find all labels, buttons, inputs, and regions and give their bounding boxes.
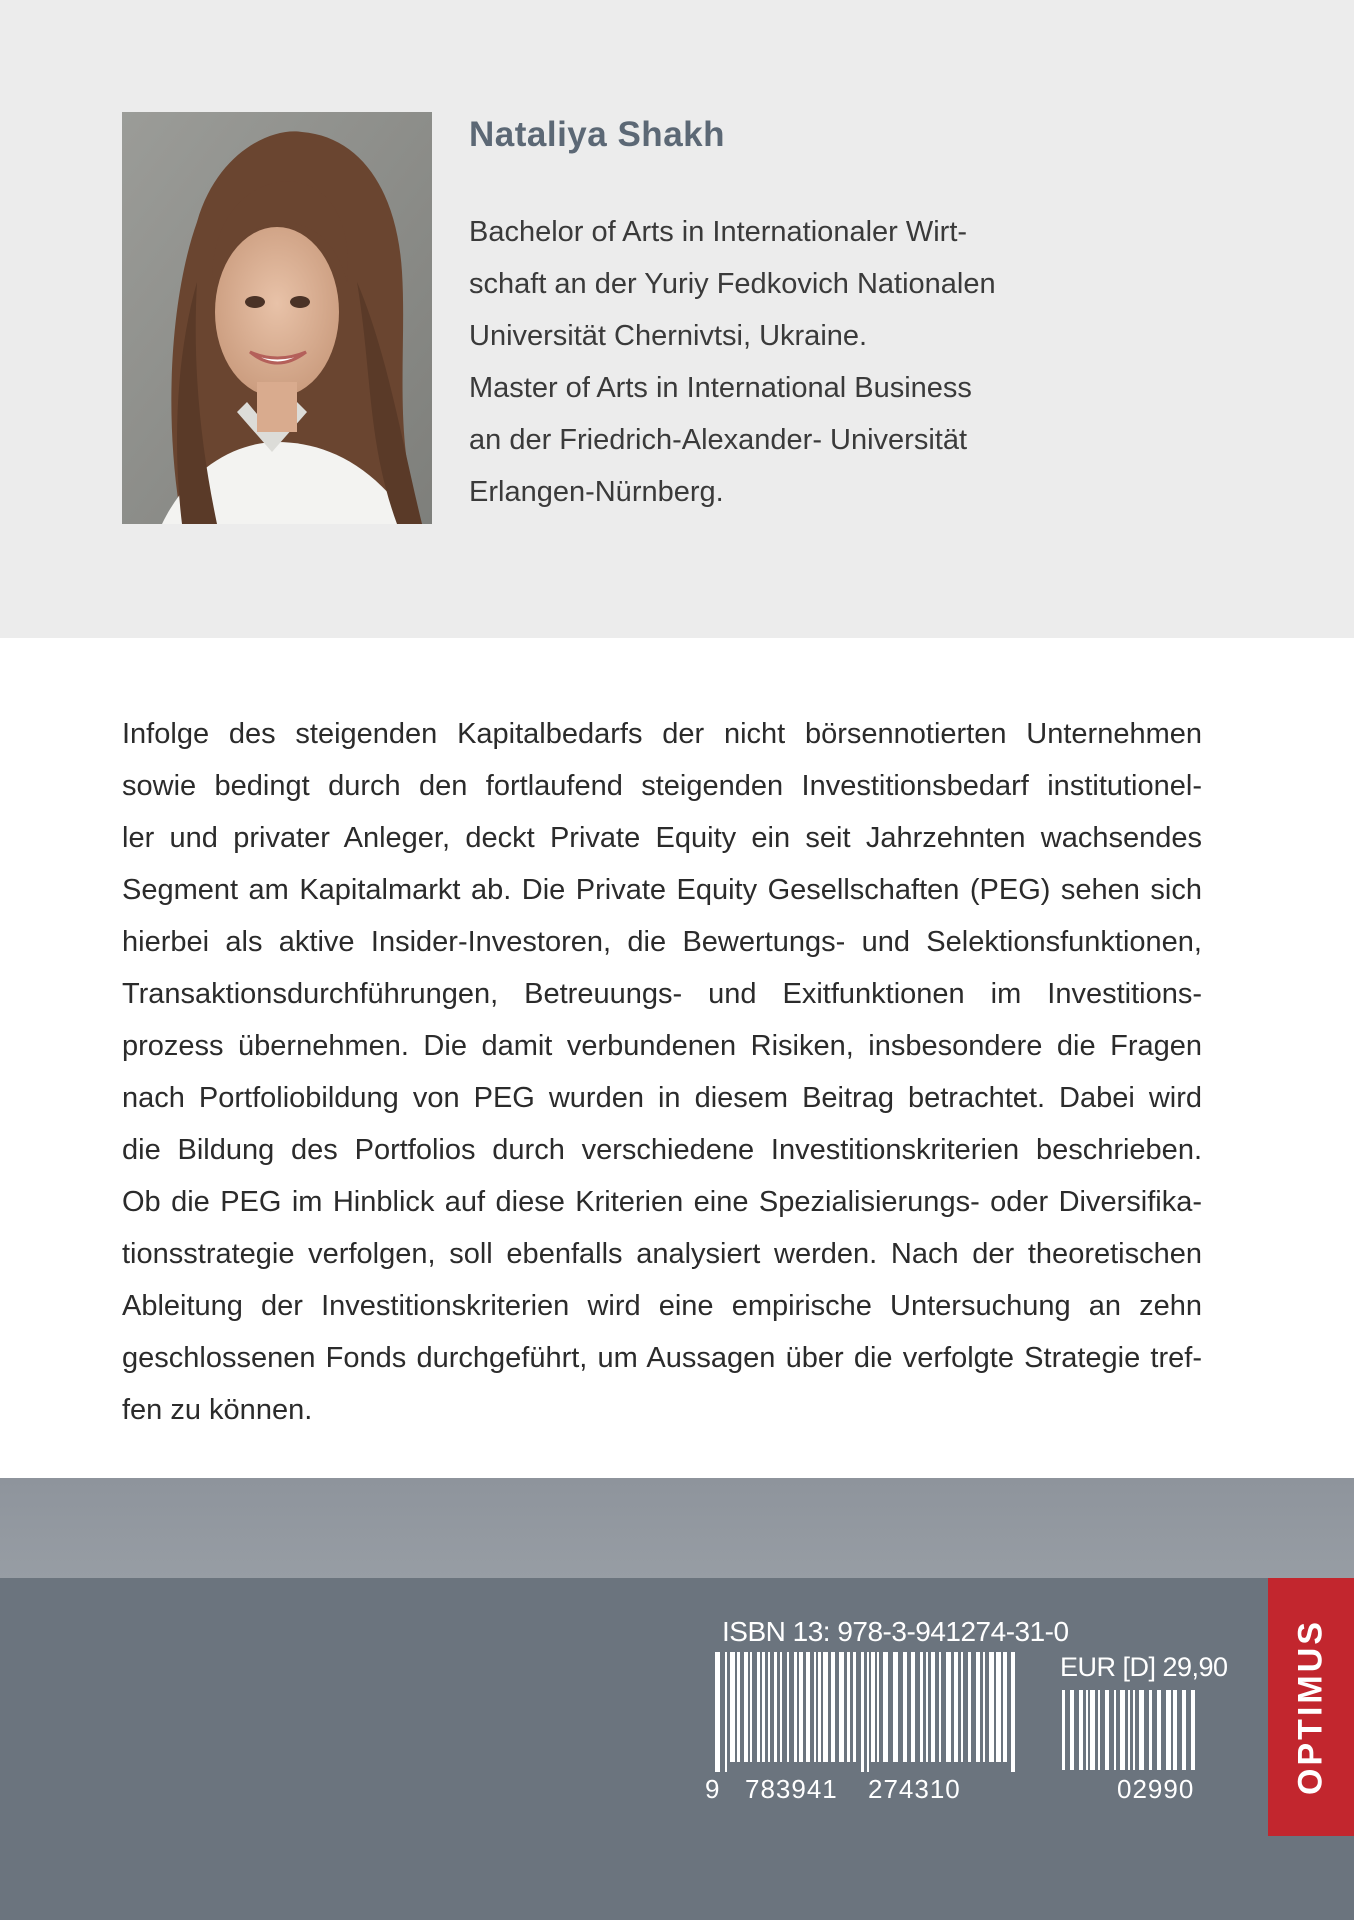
- barcode-bar: [883, 1652, 888, 1762]
- description-line: Segment am Kapitalmarkt ab. Die Private Equity Gesellschaften (PEG) sehen sich: [122, 874, 1202, 906]
- bio-line: schaft an der Yuriy Fedkovich Nationalen: [469, 268, 996, 300]
- description-line: Ableitung der Investitionskriterien wird eine empirische Untersuchung an zehn: [122, 1290, 1202, 1322]
- barcode-bar: [737, 1652, 740, 1762]
- addon-digits: 02990: [1117, 1774, 1195, 1804]
- barcode-bar: [823, 1652, 828, 1762]
- barcode-digit-first: 9: [705, 1774, 721, 1804]
- author-bio: [469, 206, 1029, 518]
- barcode-bar: [715, 1652, 720, 1772]
- barcode-bar: [954, 1652, 958, 1762]
- description-line: Transaktionsdurchführungen, Betreuungs- und Exitfunktionen im Investitions-: [122, 978, 1202, 1010]
- bio-line: Master of Arts in International Business: [469, 372, 972, 404]
- barcode-bar: [806, 1652, 810, 1762]
- barcode-bar: [853, 1652, 856, 1762]
- author-portrait-image: [122, 112, 432, 524]
- barcode-bar: [893, 1652, 898, 1762]
- bio-line: an der Friedrich-Alexander- Universität: [469, 424, 968, 456]
- barcode-bar: [839, 1652, 844, 1762]
- barcode-bar: [1166, 1690, 1171, 1770]
- isbn-label: ISBN 13: 978-3-941274-31-0: [722, 1616, 1069, 1647]
- barcode-bar: [871, 1652, 875, 1762]
- barcode-bar: [996, 1652, 1001, 1762]
- barcode-bar: [1173, 1690, 1177, 1770]
- barcode-bar: [931, 1652, 935, 1762]
- barcode-bar: [762, 1652, 765, 1762]
- barcode-bar: [877, 1652, 879, 1762]
- barcode-bar: [1011, 1652, 1015, 1772]
- price-addon-barcode: [1052, 1690, 1202, 1772]
- barcode-bar: [1086, 1690, 1088, 1770]
- description-line: sowie bedingt durch den fortlaufend steigenden Investitionsbedarf institutionel-: [122, 770, 1202, 802]
- barcode-bar: [794, 1652, 797, 1762]
- publisher-name: OPTIMUS: [1291, 1619, 1330, 1795]
- barcode-bar: [946, 1652, 951, 1762]
- barcode-bar: [1149, 1690, 1152, 1770]
- barcode-bar: [926, 1652, 928, 1762]
- barcode-bar: [1003, 1652, 1007, 1762]
- barcode-bar: [989, 1652, 994, 1762]
- description-line: ler und privater Anleger, deckt Private Equity ein seit Jahrzehnten wachsendes: [122, 822, 1202, 854]
- description-line: geschlossenen Fonds durchgeführt, um Aussagen über die verfolgte Strategie tref-: [122, 1342, 1202, 1374]
- barcode-bar: [1070, 1690, 1074, 1770]
- author-photo: [122, 112, 432, 524]
- barcode-bar: [939, 1652, 941, 1762]
- barcode-bar: [1157, 1690, 1161, 1770]
- barcode-bar: [1105, 1690, 1109, 1770]
- author-section: [0, 0, 1354, 638]
- barcode-bar: [799, 1652, 803, 1762]
- barcode-digits-right: 274310: [868, 1774, 961, 1804]
- barcode-bar: [730, 1652, 735, 1762]
- barcode-bar: [1128, 1690, 1130, 1770]
- barcode-bar: [976, 1652, 980, 1762]
- barcode-bar: [818, 1652, 821, 1762]
- barcode-bar: [814, 1652, 816, 1762]
- description-line: die Bildung des Portfolios durch verschiedene Investitionskriterien beschrieben.: [122, 1134, 1202, 1166]
- barcode-bar: [920, 1652, 923, 1762]
- barcode-bar: [961, 1652, 963, 1762]
- gray-band: [0, 1478, 1354, 1578]
- barcode-bar: [1079, 1690, 1083, 1770]
- price-label: EUR [D] 29,90: [1060, 1652, 1228, 1682]
- barcode-bar: [774, 1652, 777, 1762]
- barcode-bar: [831, 1652, 835, 1762]
- description-line: fen zu können.: [122, 1394, 313, 1426]
- description-line: Ob die PEG im Hinblick auf diese Kriterien eine Spezialisierungs- oder Diversifika-: [122, 1186, 1202, 1218]
- barcode-bar: [968, 1652, 971, 1762]
- barcode-bar: [757, 1652, 760, 1762]
- description-line: hierbei als aktive Insider-Investoren, die Bewertungs- und Selektionsfunktionen,: [122, 926, 1202, 958]
- author-name: Nataliya Shakh: [469, 115, 725, 154]
- barcode-bar: [1191, 1690, 1195, 1770]
- bio-line: Bachelor of Arts in Internationaler Wirt-: [469, 216, 968, 248]
- barcode-bar: [768, 1652, 770, 1762]
- barcode-digits-left: 783941: [745, 1774, 838, 1804]
- barcode-bar: [911, 1652, 915, 1762]
- isbn-barcode: [705, 1652, 1025, 1772]
- barcode-bar: [787, 1652, 789, 1762]
- barcode-bar: [725, 1652, 727, 1772]
- barcode-bar: [750, 1652, 752, 1762]
- description-line: tionsstrategie verfolgen, soll ebenfalls analysiert werden. Nach der theoretischen: [122, 1238, 1202, 1270]
- barcode-bar: [861, 1652, 864, 1772]
- barcode-bar: [867, 1652, 869, 1772]
- description-line: Infolge des steigenden Kapitalbedarfs der nicht börsennotierten Unternehmen: [122, 718, 1202, 750]
- barcode-bar: [1120, 1690, 1125, 1770]
- bio-line: Erlangen-Nürnberg.: [469, 476, 724, 508]
- barcode-bar: [983, 1652, 985, 1762]
- barcode-bar: [1133, 1690, 1135, 1770]
- barcode-bar: [1114, 1690, 1116, 1770]
- description-line: prozess übernehmen. Die damit verbundenen Risiken, insbesondere die Fragen: [122, 1030, 1202, 1062]
- barcode-bar: [1139, 1690, 1144, 1770]
- barcode-bar: [1182, 1690, 1186, 1770]
- barcode-bar: [780, 1652, 782, 1762]
- barcode-bar: [847, 1652, 850, 1762]
- description-line: nach Portfoliobildung von PEG wurden in diesem Beitrag betrachtet. Dabei wird: [122, 1082, 1202, 1114]
- book-description: [122, 708, 1202, 1436]
- barcode-bar: [903, 1652, 907, 1762]
- bio-line: Universität Chernivtsi, Ukraine.: [469, 320, 868, 352]
- barcode-bar: [1098, 1690, 1100, 1770]
- barcode-bar: [1090, 1690, 1095, 1770]
- barcode-bar: [744, 1652, 748, 1762]
- barcode-bar: [1062, 1690, 1065, 1770]
